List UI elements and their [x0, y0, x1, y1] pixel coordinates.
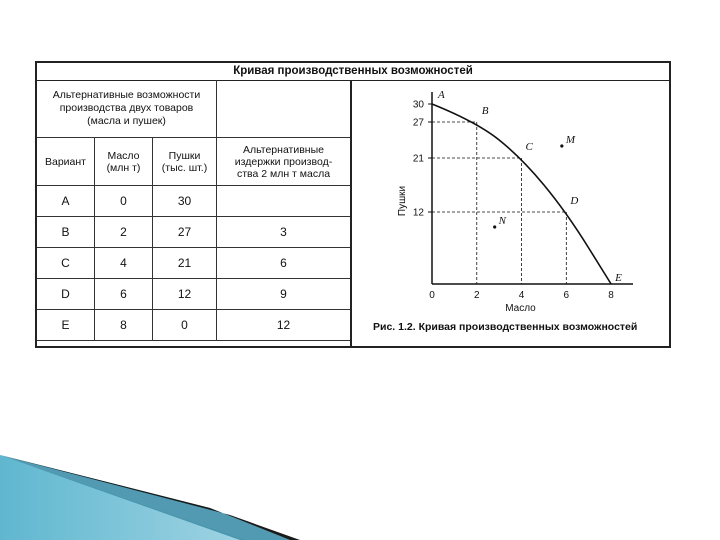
point-label-a: A — [438, 89, 445, 101]
cell-cost: 12 — [217, 310, 351, 341]
point-label-n: N — [498, 215, 507, 227]
cell-variant: D — [37, 279, 95, 310]
y-tick-label: 27 — [412, 117, 424, 129]
cell-variant: B — [37, 217, 95, 248]
point-label-e: E — [615, 272, 622, 284]
point-label-b: B — [481, 105, 489, 117]
point-label-m: M — [565, 134, 576, 146]
cell-butter: 0 — [95, 186, 153, 217]
col-header-line: (тыс. шт.) — [161, 161, 208, 174]
figure-caption: Рис. 1.2. Кривая производственных возможностей — [373, 321, 638, 333]
y-tick-label: 12 — [412, 207, 424, 219]
x-tick-label: 4 — [518, 290, 525, 301]
y-tick-label: 21 — [412, 153, 424, 165]
cell-cost: 3 — [217, 217, 351, 248]
cell-guns: 27 — [153, 217, 217, 248]
cell-butter: 2 — [95, 217, 153, 248]
header-main-line: производства двух товаров — [59, 102, 194, 114]
cell-variant: C — [37, 248, 95, 279]
cell-variant: E — [37, 310, 95, 341]
x-tick-label: 2 — [473, 290, 480, 301]
point-label-d: D — [570, 195, 579, 207]
col-header-line: Вариант — [45, 155, 86, 168]
cell-guns: 30 — [153, 186, 217, 217]
cell-guns: 21 — [153, 248, 217, 279]
cell-variant: A — [37, 186, 95, 217]
x-tick-label: 6 — [563, 290, 570, 301]
x-axis-title: Масло — [505, 303, 536, 314]
y-axis-title: Пушки — [397, 185, 408, 217]
col-header-line: Масло — [107, 149, 140, 162]
cell-butter: 4 — [95, 248, 153, 279]
cell-butter: 6 — [95, 279, 153, 310]
cell-cost: 6 — [217, 248, 351, 279]
col-header-line: издержки производ- — [234, 155, 333, 168]
header-main-line: Альтернативные возможности — [52, 89, 201, 101]
col-header-line: Пушки — [168, 149, 201, 162]
col-header-line: Альтернативные — [243, 143, 324, 156]
cell-butter: 8 — [95, 310, 153, 341]
col-header-line: (млн т) — [106, 161, 141, 174]
cell-guns: 12 — [153, 279, 217, 310]
x-tick-label: 8 — [608, 290, 614, 301]
point-label-c: C — [525, 141, 533, 153]
figure-title: Кривая производственных возможностей — [37, 63, 669, 81]
header-main-line: (масла и пушек) — [87, 115, 166, 127]
cell-guns: 0 — [153, 310, 217, 341]
y-tick-label: 30 — [412, 99, 424, 111]
cell-cost: 9 — [217, 279, 351, 310]
x-tick-label: 0 — [429, 290, 435, 301]
col-header-line: ства 2 млн т масла — [236, 167, 331, 180]
